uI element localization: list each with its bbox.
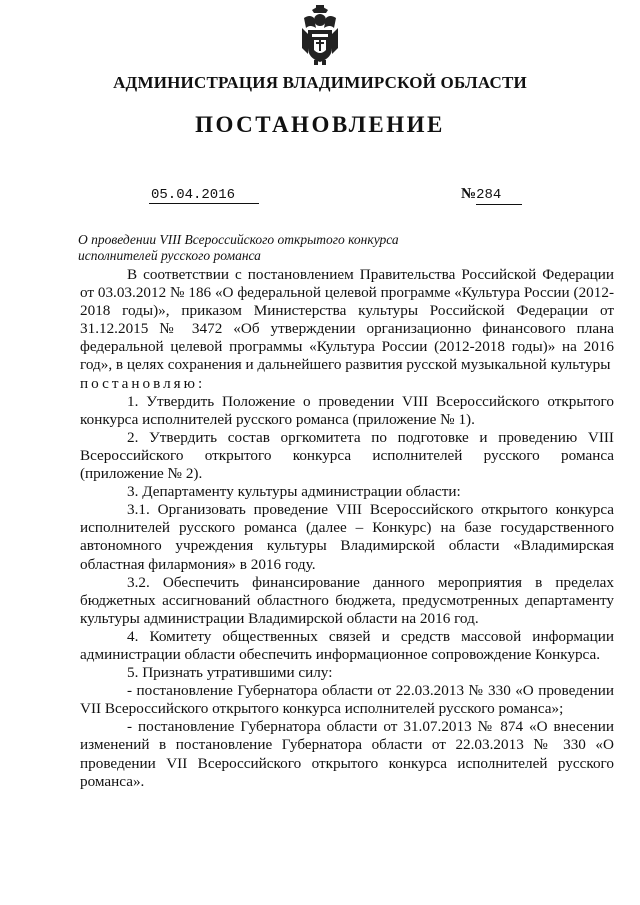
document-subject bbox=[78, 232, 418, 264]
item-paragraph: - постановление Губернатора области от 22.03.2013 № 330 «О проведении VII Всероссийского открытого конкурса исполнителей русского романса»; bbox=[80, 682, 614, 718]
item-paragraph: 5. Признать утратившими силу: bbox=[127, 664, 333, 682]
item-paragraph: 3. Департаменту культуры администрации области: bbox=[127, 483, 461, 501]
item-paragraph: 1. Утвердить Положение о проведении VIII Всероссийского открытого конкурса исполнителей русского романса (приложение № 1). bbox=[80, 392, 614, 428]
item-paragraph: 3.2. Обеспечить финансирование данного мероприятия в пределах бюджетных ассигнований областного бюджета, предусмотренных департаменту культуры администрации Владимирской области на 2016 год. bbox=[80, 573, 614, 627]
document-body bbox=[80, 266, 614, 791]
preamble-paragraph: В соответствии с постановлением Правительства Российской Федерации от 03.03.2012 № 186 «О федеральной целевой программе «Культура России (2012-2018 годы)», приказом Министерства культуры Российской Федерации от 31.12.2015 № 3472 «Об утверждении организационно финансового плана федеральной целевой программы «Культура России (2012-2018 годы)» на 2016 год», в целях сохранения и дальнейшего развития русской музыкальной культуры bbox=[80, 266, 614, 374]
item-paragraph: 2. Утвердить состав оргкомитета по подготовке и проведению VIII Всероссийского открытого конкурса исполнителей русского романса (приложение № 2). bbox=[80, 428, 614, 483]
coat-of-arms-emblem bbox=[300, 4, 340, 66]
number-sign: № bbox=[461, 186, 477, 202]
document-date: 05.04.2016 bbox=[149, 187, 259, 204]
item-paragraph: - постановление Губернатора области от 31.07.2013 № 874 «О внесении изменений в постановление Губернатора области от 22.03.2013 № 330 «О проведении VII Всероссийского открытого конкурса исполнителей русского романса». bbox=[80, 718, 614, 790]
decree-word: постановляю: bbox=[80, 374, 206, 392]
subject-line: О проведении VIII Всероссийского открытого конкурса bbox=[78, 232, 399, 247]
organization-name: АДМИНИСТРАЦИЯ ВЛАДИМИРСКОЙ ОБЛАСТИ bbox=[113, 73, 527, 92]
document-number: 284 bbox=[476, 187, 522, 205]
subject-line: исполнителей русского романса bbox=[78, 248, 261, 263]
item-paragraph: 4. Комитету общественных связей и средств массовой информации администрации области обеспечить информационное сопровождение Конкурса. bbox=[80, 627, 614, 663]
document-number-block bbox=[461, 186, 522, 205]
item-paragraph: 3.1. Организовать проведение VIII Всероссийского открытого конкурса исполнителей русского романса (далее – Конкурс) на базе государственного автономного учреждения культуры Владимирской области «Владимирская областная филармония» в 2016 году. bbox=[80, 501, 614, 573]
document-type-title: ПОСТАНОВЛЕНИЕ bbox=[195, 112, 445, 137]
